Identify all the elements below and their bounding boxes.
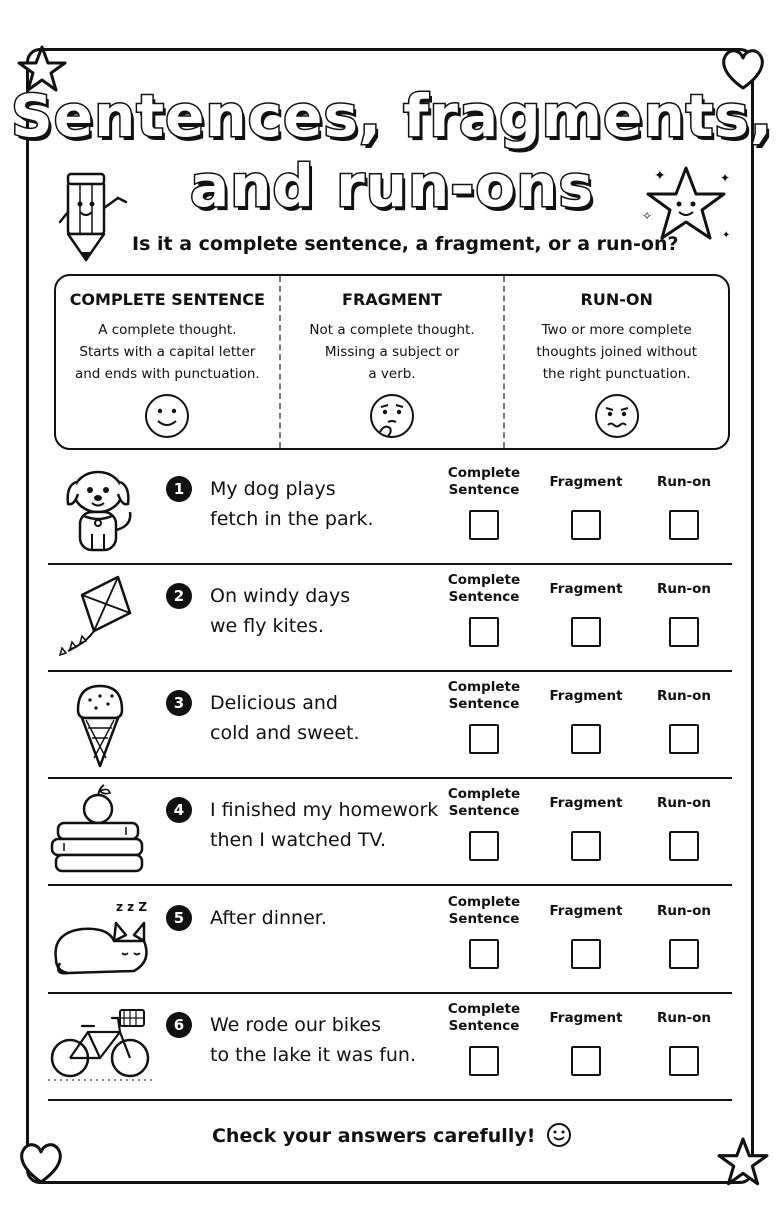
books-apple-icon bbox=[48, 781, 152, 877]
page-title-line2: and run-ons bbox=[189, 152, 595, 220]
option-label: Complete Sentence bbox=[447, 894, 521, 927]
question-row bbox=[48, 456, 732, 565]
complete-sentence-checkbox[interactable] bbox=[469, 1046, 499, 1076]
fragment-checkbox[interactable] bbox=[571, 831, 601, 861]
item-number: 6 bbox=[166, 1012, 192, 1038]
instructions: Is it a complete sentence, a fragment, or a run-on? bbox=[132, 233, 679, 255]
option-fragment bbox=[536, 571, 636, 647]
question-row bbox=[48, 992, 732, 1101]
option-label: Fragment bbox=[549, 794, 623, 811]
dog-icon bbox=[48, 460, 152, 556]
footer-note bbox=[0, 1122, 784, 1148]
question-row bbox=[48, 670, 732, 779]
option-complete-sentence bbox=[434, 678, 534, 754]
option-label: Fragment bbox=[549, 687, 623, 704]
option-complete-sentence bbox=[434, 464, 534, 540]
kite-icon bbox=[48, 567, 152, 663]
fragment-checkbox[interactable] bbox=[571, 617, 601, 647]
question-row bbox=[48, 563, 732, 672]
option-fragment bbox=[536, 464, 636, 540]
option-label: Run-on bbox=[656, 794, 712, 811]
definition-text: A complete thought. Starts with a capital letter and ends with punctuation. bbox=[74, 322, 260, 382]
option-label: Run-on bbox=[656, 687, 712, 704]
option-label: Fragment bbox=[549, 473, 623, 490]
item-number: 2 bbox=[166, 583, 192, 609]
option-label: Complete Sentence bbox=[447, 572, 521, 605]
option-run-on bbox=[634, 1000, 734, 1076]
svg-text:✦: ✦ bbox=[722, 230, 731, 241]
definitions-box bbox=[54, 274, 730, 450]
option-fragment bbox=[536, 678, 636, 754]
option-complete-sentence bbox=[434, 785, 534, 861]
sentence-text: I finished my homework then I watched TV. bbox=[210, 799, 439, 851]
option-run-on bbox=[634, 571, 734, 647]
option-run-on bbox=[634, 893, 734, 969]
sentence-text: We rode our bikes to the lake it was fun. bbox=[210, 1014, 417, 1066]
option-fragment bbox=[536, 785, 636, 861]
option-label: Run-on bbox=[656, 1009, 712, 1026]
option-label: Fragment bbox=[549, 902, 623, 919]
option-run-on bbox=[634, 464, 734, 540]
option-run-on bbox=[634, 678, 734, 754]
run-on-checkbox[interactable] bbox=[669, 939, 699, 969]
page-title-line1: Sentences, fragments, bbox=[10, 82, 774, 150]
svg-text:✦: ✦ bbox=[720, 171, 731, 185]
definition-fragment bbox=[279, 276, 504, 448]
option-label: Complete Sentence bbox=[447, 465, 521, 498]
option-fragment bbox=[536, 893, 636, 969]
zzz-label: z z Z bbox=[116, 900, 148, 914]
definition-run-on bbox=[503, 276, 728, 448]
option-fragment bbox=[536, 1000, 636, 1076]
option-label: Complete Sentence bbox=[447, 679, 521, 712]
option-label: Fragment bbox=[549, 580, 623, 597]
definition-heading: RUN-ON bbox=[580, 290, 653, 309]
sentence-text: Delicious and cold and sweet. bbox=[210, 692, 360, 744]
fragment-checkbox[interactable] bbox=[571, 939, 601, 969]
option-label: Fragment bbox=[549, 1009, 623, 1026]
pencil-mascot-icon bbox=[56, 168, 136, 264]
complete-sentence-checkbox[interactable] bbox=[469, 939, 499, 969]
thinking-face-icon bbox=[368, 392, 416, 440]
option-complete-sentence bbox=[434, 1000, 534, 1076]
worried-face-icon bbox=[593, 392, 641, 440]
run-on-checkbox[interactable] bbox=[669, 831, 699, 861]
bicycle-icon bbox=[48, 996, 152, 1092]
item-number: 4 bbox=[166, 797, 192, 823]
option-label: Run-on bbox=[656, 473, 712, 490]
sentence-text: After dinner. bbox=[210, 907, 327, 929]
fragment-checkbox[interactable] bbox=[571, 1046, 601, 1076]
run-on-checkbox[interactable] bbox=[669, 724, 699, 754]
complete-sentence-checkbox[interactable] bbox=[469, 510, 499, 540]
option-label: Run-on bbox=[656, 902, 712, 919]
sleeping-cat-icon bbox=[48, 889, 152, 985]
complete-sentence-checkbox[interactable] bbox=[469, 831, 499, 861]
question-row bbox=[48, 777, 732, 886]
option-label: Complete Sentence bbox=[447, 786, 521, 819]
smiley-face-icon bbox=[546, 1122, 572, 1148]
smiley-face-icon bbox=[143, 392, 191, 440]
question-row bbox=[48, 885, 732, 994]
item-number: 1 bbox=[166, 476, 192, 502]
definition-heading: COMPLETE SENTENCE bbox=[69, 290, 265, 309]
item-number: 5 bbox=[166, 905, 192, 931]
run-on-checkbox[interactable] bbox=[669, 617, 699, 647]
option-complete-sentence bbox=[434, 893, 534, 969]
svg-text:✧: ✧ bbox=[642, 209, 653, 223]
footer-text: Check your answers carefully! bbox=[211, 1125, 536, 1147]
definition-text: Not a complete thought. Missing a subject or a verb. bbox=[309, 322, 475, 382]
run-on-checkbox[interactable] bbox=[669, 510, 699, 540]
svg-text:✦: ✦ bbox=[654, 168, 666, 184]
sentence-text: On windy days we fly kites. bbox=[210, 585, 351, 637]
fragment-checkbox[interactable] bbox=[571, 724, 601, 754]
run-on-checkbox[interactable] bbox=[669, 1046, 699, 1076]
option-complete-sentence bbox=[434, 571, 534, 647]
definition-text: Two or more complete thoughts joined without the right punctuation. bbox=[536, 322, 697, 382]
option-run-on bbox=[634, 785, 734, 861]
item-number: 3 bbox=[166, 690, 192, 716]
definition-complete-sentence bbox=[56, 276, 279, 448]
fragment-checkbox[interactable] bbox=[571, 510, 601, 540]
sentence-text: My dog plays fetch in the park. bbox=[210, 478, 374, 530]
complete-sentence-checkbox[interactable] bbox=[469, 724, 499, 754]
option-label: Run-on bbox=[656, 580, 712, 597]
option-label: Complete Sentence bbox=[447, 1001, 521, 1034]
complete-sentence-checkbox[interactable] bbox=[469, 617, 499, 647]
definition-heading: FRAGMENT bbox=[342, 290, 442, 309]
ice-cream-icon bbox=[48, 674, 152, 770]
